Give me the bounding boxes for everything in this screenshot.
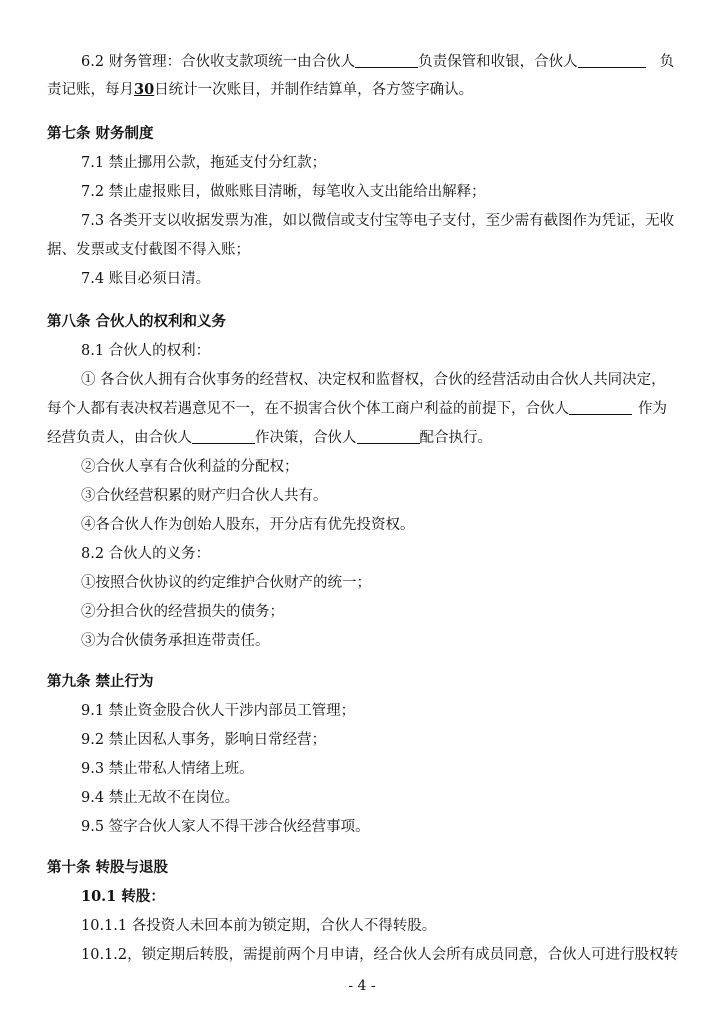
blank-field bbox=[355, 53, 418, 68]
clause-6-2-line-2 bbox=[47, 80, 473, 100]
clause-9-2: 9.2 禁止因私人事务，影响日常经营； bbox=[81, 732, 327, 748]
clause-7-4: 7.4 账目必须日清。 bbox=[81, 271, 211, 287]
day-value: 30 bbox=[134, 81, 155, 98]
text: 日统计一次账目，并制作结算单，各方签字确认。 bbox=[154, 82, 474, 98]
blank-field bbox=[192, 429, 255, 444]
article-10-heading: 第十条 转股与退股 bbox=[47, 859, 169, 876]
text: 经营负责人，由合伙人 bbox=[47, 430, 192, 446]
clause-8-1-title: 8.1 合伙人的权利： bbox=[81, 343, 211, 359]
right-4: ④各合伙人作为创始人股东，开分店有优先投资权。 bbox=[81, 517, 415, 533]
clause-9-3: 9.3 禁止带私人情绪上班。 bbox=[81, 761, 254, 777]
clause-10-1-2: 10.1.2，锁定期后转股，需提前两个月申请，经合伙人会所有成员同意，合伙人可进行股权转 bbox=[81, 947, 679, 963]
duty-1: ①按照合伙协议的约定维护合伙财产的统一； bbox=[81, 575, 371, 591]
clause-7-1: 7.1 禁止挪用公款，拖延支付分红款； bbox=[81, 155, 327, 171]
clause-9-1: 9.1 禁止资金股合伙人干涉内部员工管理； bbox=[81, 703, 356, 719]
text: 负责保管和收银，合伙人 bbox=[418, 54, 578, 70]
clause-7-3-line-1: 7.3 各类开支以收据发票为准，如以微信或支付宝等电子支付，至少需有截图作为凭证，无收 bbox=[81, 213, 675, 229]
text: 作决策，合伙人 bbox=[255, 430, 357, 446]
text: 每个人都有表决权若遇意见不一，在不损害合伙个体工商户利益的前提下，合伙人 bbox=[47, 401, 569, 417]
blank-field bbox=[578, 53, 646, 68]
duty-3: ③为合伙债务承担连带责任。 bbox=[81, 633, 270, 649]
right-2: ②合伙人享有合伙利益的分配权； bbox=[81, 459, 299, 475]
clause-6-2-line-1 bbox=[81, 52, 674, 72]
article-7-heading: 第七条 财务制度 bbox=[47, 125, 154, 142]
blank-field bbox=[569, 400, 632, 415]
clause-10-1-1: 10.1.1 各投资人未回本前为锁定期，合伙人不得转股。 bbox=[81, 918, 437, 934]
text: 6.2 财务管理：合伙收支款项统一由合伙人 bbox=[81, 54, 356, 70]
text: 责记账，每月 bbox=[47, 82, 134, 98]
right-1-line-3 bbox=[47, 428, 492, 448]
blank-field bbox=[357, 429, 420, 444]
page-number: - 4 - bbox=[348, 978, 376, 994]
clause-8-2-title: 8.2 合伙人的义务： bbox=[81, 546, 211, 562]
clause-10-1-title: 10.1 转股： bbox=[81, 888, 165, 905]
text: 负 bbox=[659, 54, 675, 70]
clause-7-3-line-2: 据、发票或支付截图不得入账； bbox=[47, 242, 250, 258]
duty-2: ②分担合伙的经营损失的债务； bbox=[81, 604, 284, 620]
right-1-line-2 bbox=[47, 399, 667, 419]
article-9-heading: 第九条 禁止行为 bbox=[47, 673, 154, 690]
clause-7-2: 7.2 禁止虚报账目，做账账目清晰，每笔收入支出能给出解释； bbox=[81, 184, 486, 200]
clause-9-5: 9.5 签字合伙人家人不得干涉合伙经营事项。 bbox=[81, 819, 370, 835]
right-1-line-1: ① 各合伙人拥有合伙事务的经营权、决定权和监督权，合伙的经营活动由合伙人共同决定， bbox=[81, 372, 666, 388]
text: 配合执行。 bbox=[419, 430, 492, 446]
clause-9-4: 9.4 禁止无故不在岗位。 bbox=[81, 790, 240, 806]
text: 作为 bbox=[638, 401, 667, 417]
article-8-heading: 第八条 合伙人的权利和义务 bbox=[47, 313, 227, 330]
right-3: ③合伙经营积累的财产归合伙人共有。 bbox=[81, 488, 328, 504]
